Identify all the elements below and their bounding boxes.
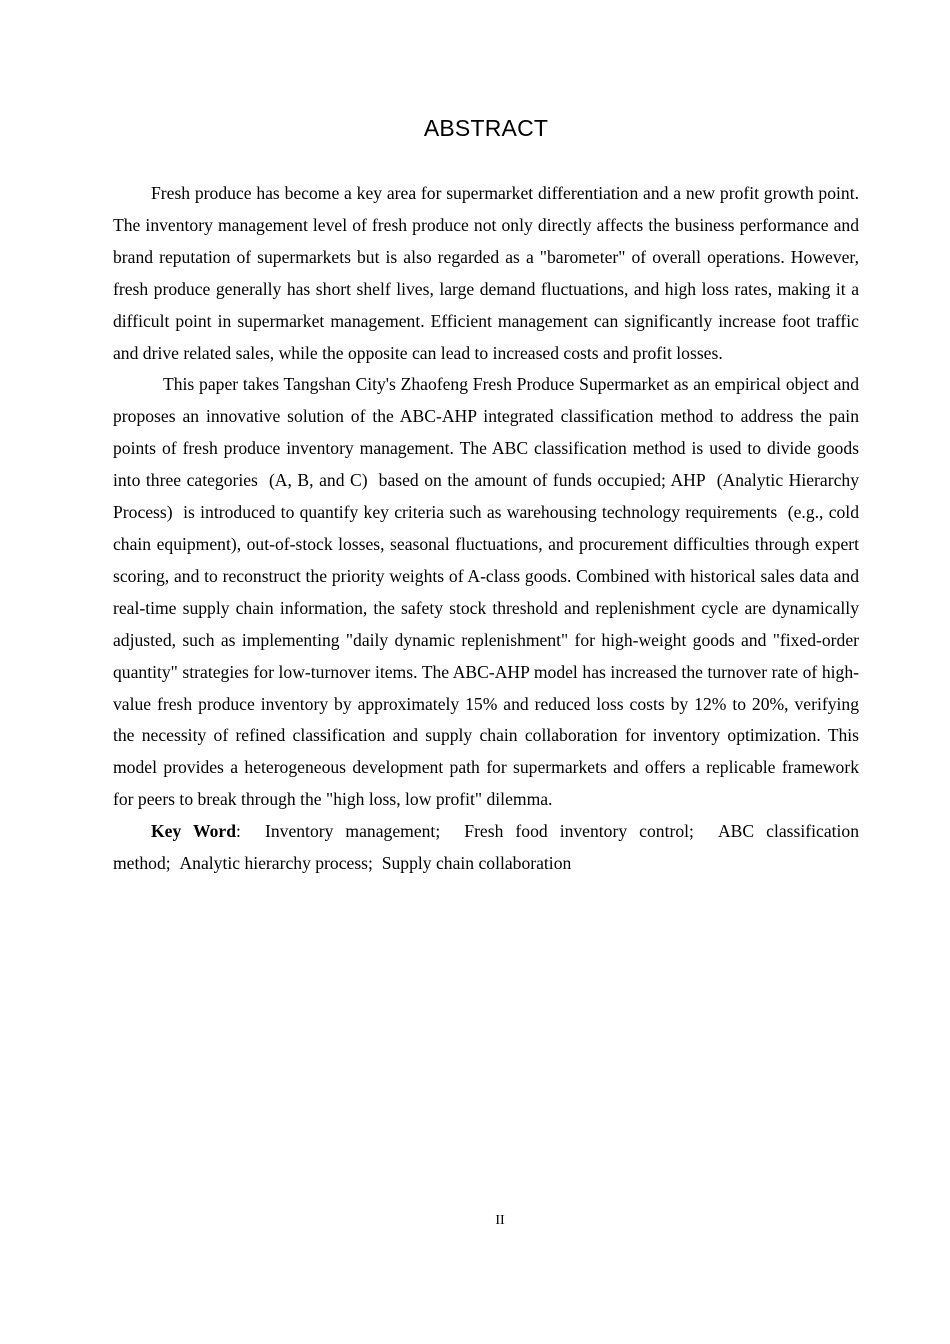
keywords-label: Key Word [151, 821, 237, 842]
page-number: II [495, 1213, 505, 1228]
keywords-paragraph [113, 816, 859, 880]
abstract-paragraph-2: This paper takes Tangshan City's Zhaofeng Fresh Produce Supermarket as an empirical object and proposes an innovative solution of the ABC-AHP integrated classification method to address the pain points of fresh produce inventory management. The ABC classification method is used to divide goods into three categories (A, B, and C) based on the amount of funds occupied; AHP (Analytic Hierarchy Process) is introduced to quantify key criteria such as warehousing technology requirements (e.g., cold chain equipment), out-of-stock losses, seasonal fluctuations, and procurement difficulties through expert scoring, and to reconstruct the priority weights of A-class goods. Combined with historical sales data and real-time supply chain information, the safety stock threshold and replenishment cycle are dynamically adjusted, such as implementing "daily dynamic replenishment" for high-weight goods and "fixed-order quantity" strategies for low-turnover items. The ABC-AHP model has increased the turnover rate of high-value fresh produce inventory by approximately 15% and reduced loss costs by 12% to 20%, verifying the necessity of refined classification and supply chain collaboration for inventory optimization. This model provides a heterogeneous development path for supermarkets and offers a replicable framework for peers to break through the "high loss, low profit" dilemma. [113, 374, 859, 810]
abstract-title: ABSTRACT [423, 115, 549, 141]
abstract-paragraph-1: Fresh produce has become a key area for supermarket differentiation and a new profit growth point. The inventory management level of fresh produce not only directly affects the business performance and brand reputation of supermarkets but is also regarded as a "barometer" of overall operations. However, fresh produce generally has short shelf lives, large demand fluctuations, and high loss rates, making it a difficult point in supermarket management. Efficient management can significantly increase foot traffic and drive related sales, while the opposite can lead to increased costs and profit losses. [113, 183, 859, 363]
keywords-list: : Inventory management; Fresh food inventory control; ABC classification method; Analytic hierarchy process; Supply chain collaboration [113, 821, 860, 874]
abstract-body [113, 178, 859, 880]
